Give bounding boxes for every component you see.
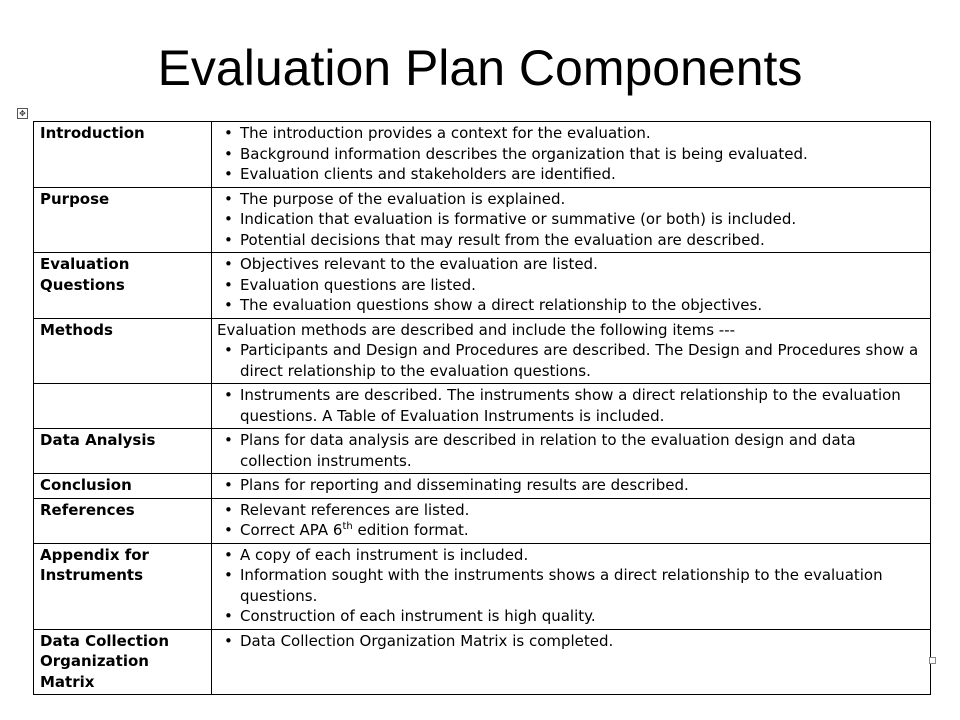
list-item: • Background information describes the organization that is being evaluated. bbox=[240, 144, 924, 165]
list-item: • Information sought with the instruments shows a direct relationship to the evaluation questions. bbox=[240, 565, 924, 606]
list-item: • The evaluation questions show a direct relationship to the objectives. bbox=[240, 295, 924, 316]
list-item bbox=[240, 520, 924, 541]
row-label: Data Analysis bbox=[34, 429, 212, 474]
row-label: Methods bbox=[34, 318, 212, 384]
apa-text-end: edition format. bbox=[352, 521, 469, 539]
list-item: • Evaluation clients and stakeholders are identified. bbox=[240, 164, 924, 185]
row-label bbox=[34, 384, 212, 429]
table-row bbox=[34, 187, 931, 253]
list-item: • Relevant references are listed. bbox=[240, 500, 924, 521]
list-item: • The purpose of the evaluation is explained. bbox=[240, 189, 924, 210]
row-content bbox=[212, 187, 931, 253]
table-row bbox=[34, 474, 931, 499]
row-content bbox=[212, 384, 931, 429]
table-row bbox=[34, 498, 931, 543]
list-item: • A copy of each instrument is included. bbox=[240, 545, 924, 566]
table-move-handle-icon[interactable]: ✥ bbox=[17, 108, 28, 119]
list-item: • Construction of each instrument is high quality. bbox=[240, 606, 924, 627]
table-row bbox=[34, 543, 931, 629]
table-resize-handle[interactable] bbox=[929, 657, 936, 664]
list-item: • Data Collection Organization Matrix is completed. bbox=[240, 631, 924, 652]
list-item: • Participants and Design and Procedures are described. The Design and Procedures show a direct relationship to the evaluation questions. bbox=[240, 340, 924, 381]
row-label: Purpose bbox=[34, 187, 212, 253]
row-content bbox=[212, 543, 931, 629]
row-content bbox=[212, 474, 931, 499]
table-row bbox=[34, 318, 931, 384]
row-content bbox=[212, 498, 931, 543]
table-row bbox=[34, 253, 931, 319]
row-label: Appendix for Instruments bbox=[34, 543, 212, 629]
table-row bbox=[34, 429, 931, 474]
row-content bbox=[212, 629, 931, 695]
list-item: • Indication that evaluation is formative or summative (or both) is included. bbox=[240, 209, 924, 230]
row-label: Introduction bbox=[34, 122, 212, 188]
list-item: • Plans for reporting and disseminating results are described. bbox=[240, 475, 924, 496]
list-item: • The introduction provides a context for the evaluation. bbox=[240, 123, 924, 144]
list-item: • Objectives relevant to the evaluation are listed. bbox=[240, 254, 924, 275]
list-item: • Plans for data analysis are described in relation to the evaluation design and data collection instruments. bbox=[240, 430, 924, 471]
row-label: References bbox=[34, 498, 212, 543]
row-content bbox=[212, 318, 931, 384]
page-title: Evaluation Plan Components bbox=[157, 40, 803, 96]
row-content bbox=[212, 429, 931, 474]
row-content bbox=[212, 122, 931, 188]
table-row bbox=[34, 384, 931, 429]
methods-lead-text: Evaluation methods are described and include the following items --- bbox=[217, 320, 736, 339]
table-row bbox=[34, 122, 931, 188]
superscript-th: th bbox=[342, 521, 353, 532]
row-content bbox=[212, 253, 931, 319]
apa-text: Correct APA 6 bbox=[240, 521, 343, 539]
row-label: Data Collection Organization Matrix bbox=[34, 629, 212, 695]
list-item: • Instruments are described. The instruments show a direct relationship to the evaluation questions. A Table of Evaluation Instruments is included. bbox=[240, 385, 924, 426]
row-label: Evaluation Questions bbox=[34, 253, 212, 319]
table-row bbox=[34, 629, 931, 695]
evaluation-plan-table bbox=[33, 121, 931, 695]
list-item: • Evaluation questions are listed. bbox=[240, 275, 924, 296]
list-item: • Potential decisions that may result from the evaluation are described. bbox=[240, 230, 924, 251]
row-label: Conclusion bbox=[34, 474, 212, 499]
